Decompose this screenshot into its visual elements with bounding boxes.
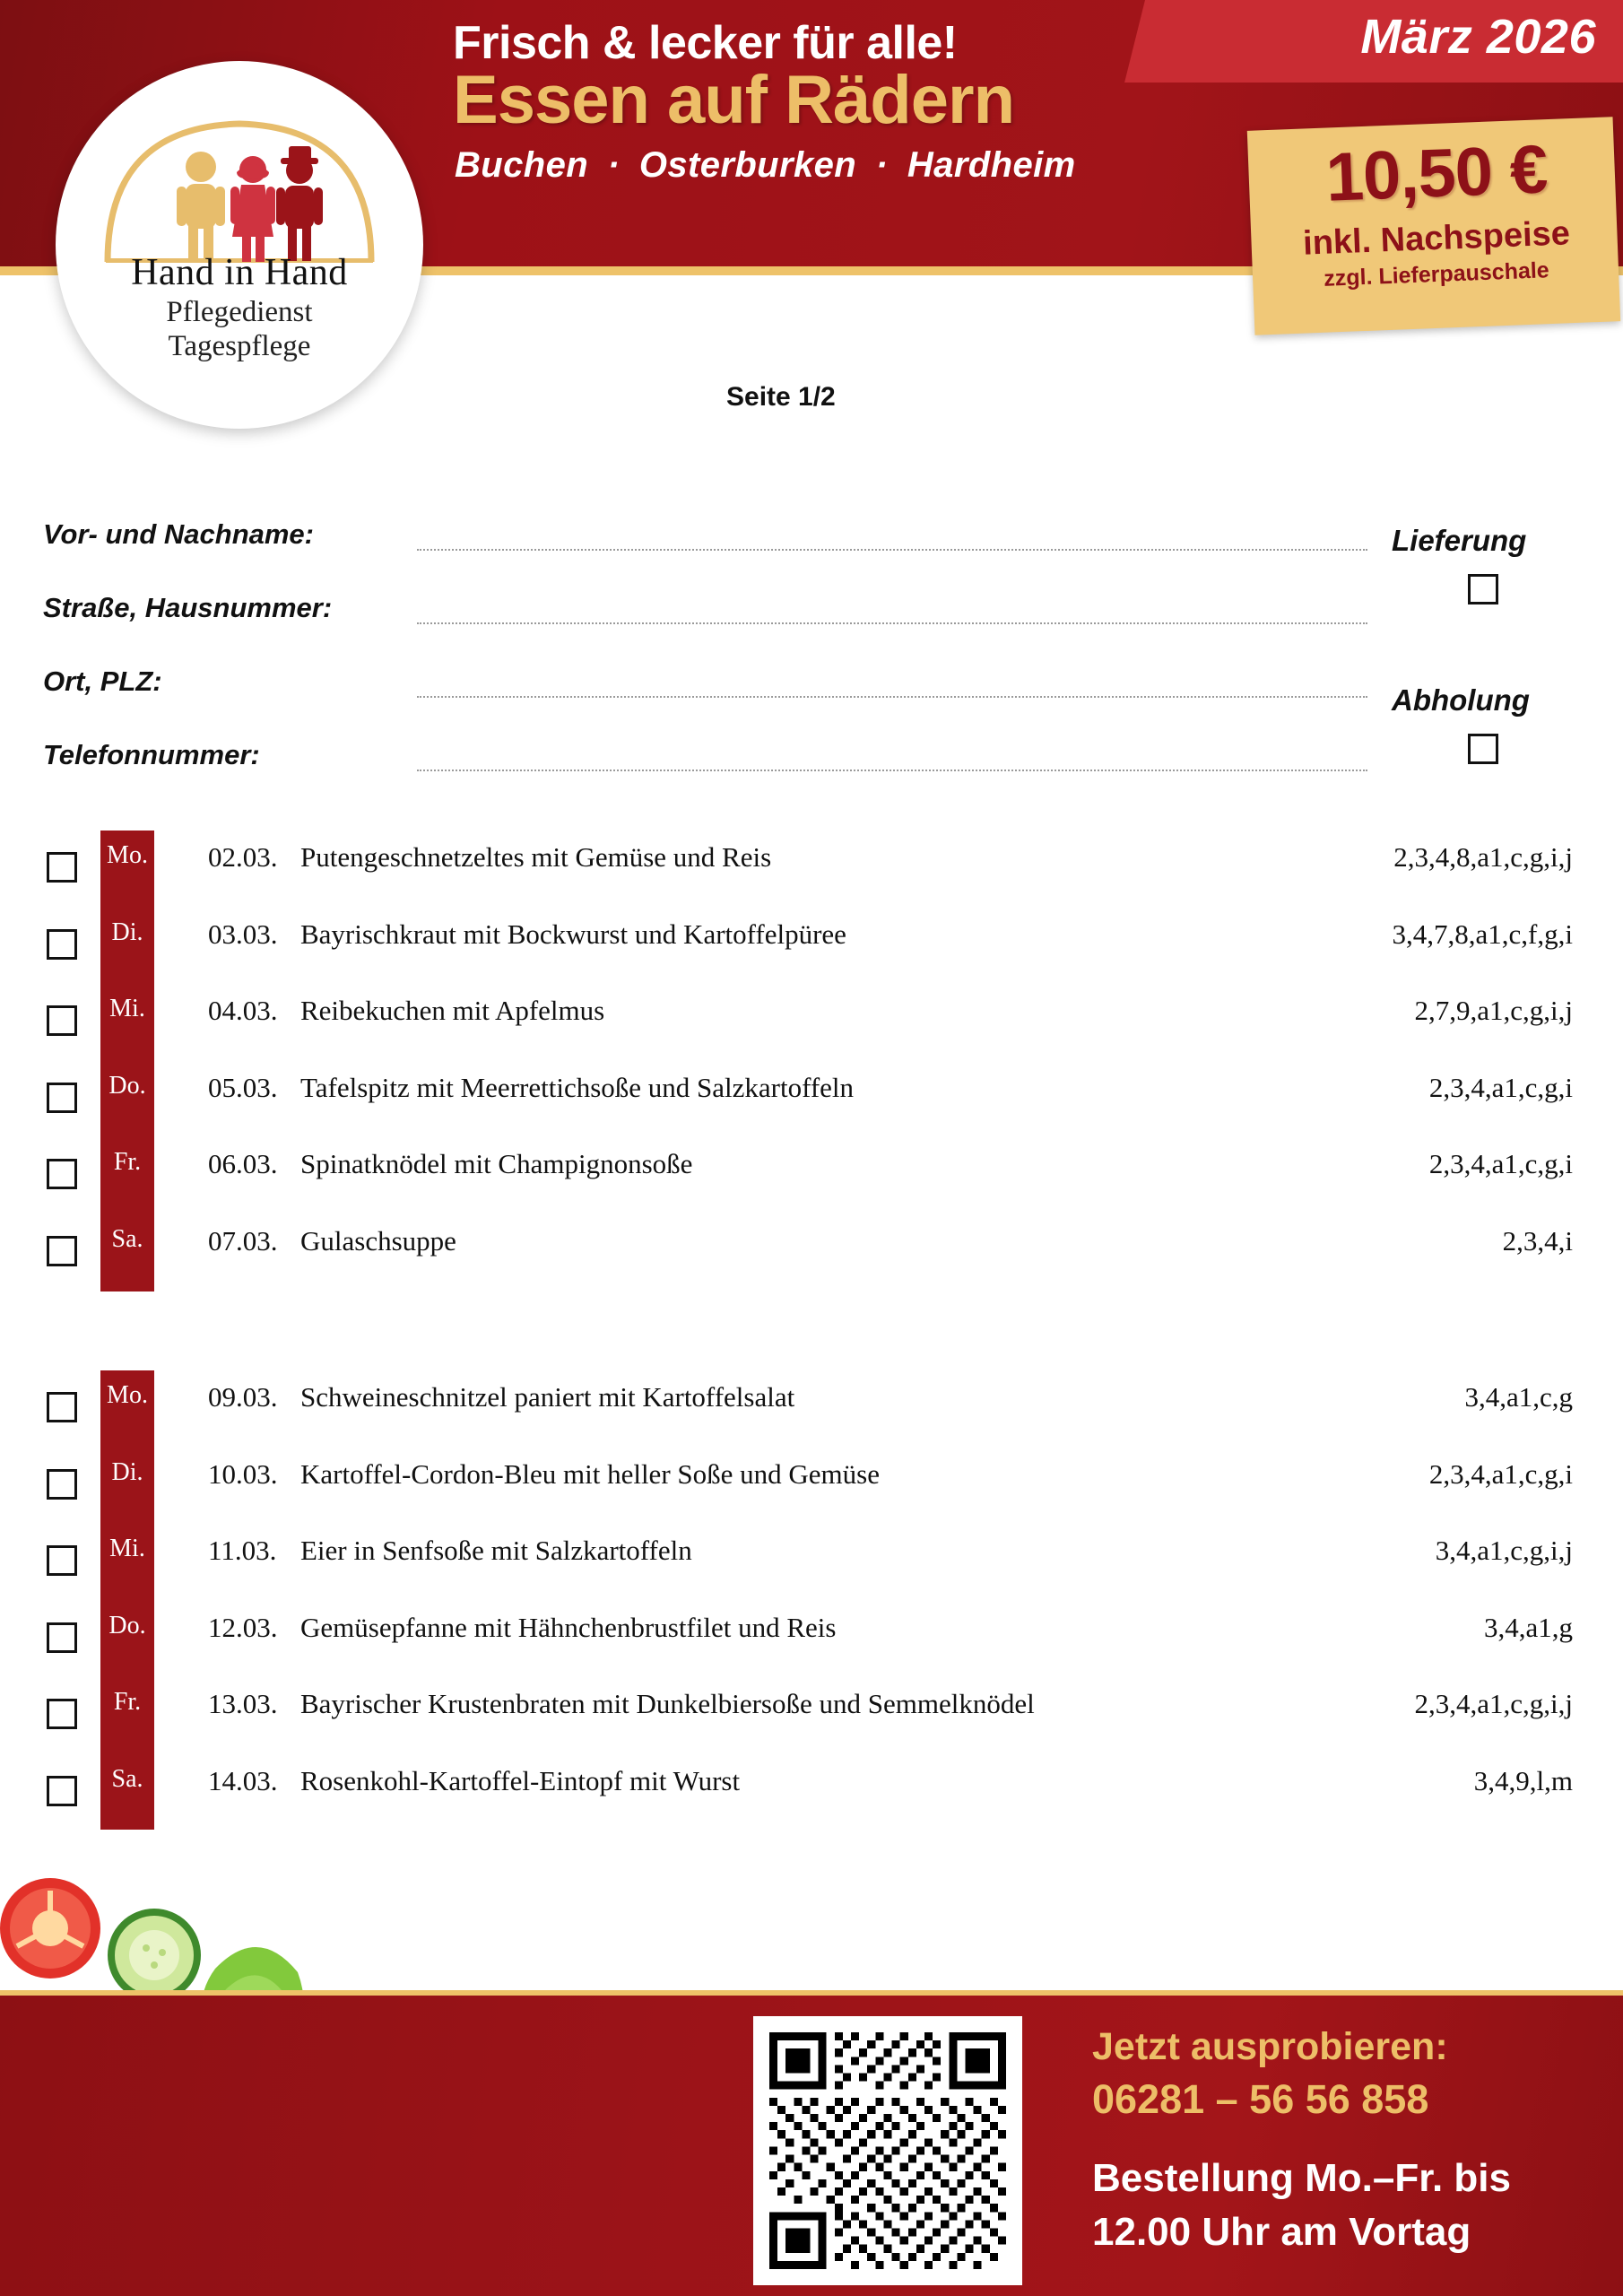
menu-row-checkbox[interactable] [47, 1159, 77, 1189]
menu-row-dish: Bayrischer Krustenbraten mit Dunkelbiersoße und Semmelknödel [300, 1688, 1035, 1719]
menu-row-allergens: 2,3,4,i [1502, 1224, 1573, 1257]
form-input-4[interactable] [417, 770, 1367, 771]
delivery-option-checkbox-2[interactable] [1468, 734, 1498, 764]
qr-code[interactable] [753, 2016, 1022, 2285]
menu-row-dish: Tafelspitz mit Meerrettichsoße und Salzkartoffeln [300, 1071, 855, 1103]
form-input-3[interactable] [417, 696, 1367, 698]
menu-row-dish: Reibekuchen mit Apfelmus [300, 995, 605, 1026]
menu-row-checkbox[interactable] [47, 1699, 77, 1729]
menu-row-allergens: 2,7,9,a1,c,g,i,j [1414, 995, 1573, 1026]
town-hardheim: Hardheim [907, 145, 1076, 185]
menu-row-allergens: 2,3,4,8,a1,c,g,i,j [1393, 841, 1573, 873]
menu-row[interactable] [0, 1677, 1623, 1754]
menu-row-weekday: Fr. [100, 1677, 154, 1754]
menu-row-checkbox[interactable] [47, 1622, 77, 1653]
menu-row-checkbox[interactable] [47, 1469, 77, 1500]
header-title: Essen auf Rädern [453, 62, 1014, 138]
menu-row-date: 13.03. [208, 1688, 278, 1719]
menu-row[interactable] [0, 984, 1623, 1061]
menu-row-allergens: 2,3,4,a1,c,g,i [1428, 1457, 1573, 1490]
form-label-4: Telefonnummer: [43, 739, 260, 770]
menu-row-dish: Eier in Senfsoße mit Salzkartoffeln [300, 1535, 692, 1566]
menu-row-weekday: Do. [100, 1601, 154, 1678]
menu-row[interactable] [0, 1524, 1623, 1601]
menu-row-dish: Bayrischkraut mit Bockwurst und Kartoffelpüree [300, 918, 846, 950]
menu-row-checkbox[interactable] [47, 852, 77, 883]
menu-row-allergens: 3,4,7,8,a1,c,f,g,i [1392, 918, 1573, 950]
price-includes: inkl. Nachspeise [1302, 214, 1571, 263]
delivery-option-label-2: Abholung [1392, 683, 1530, 717]
menu-row-checkbox[interactable] [47, 1236, 77, 1266]
menu-row-allergens: 3,4,a1,c,g [1464, 1381, 1573, 1413]
menu-row-weekday: Sa. [100, 1754, 154, 1831]
cta-try-label: Jetzt ausprobieren: [1092, 2025, 1448, 2068]
form-label-3: Ort, PLZ: [43, 665, 162, 697]
menu-row-weekday: Di. [100, 908, 154, 985]
logo-service-line-1: Pflegedienst [166, 296, 313, 328]
menu-row[interactable] [0, 1061, 1623, 1138]
menu-row-checkbox[interactable] [47, 1776, 77, 1806]
order-deadline-line-2: 12.00 Uhr am Vortag [1092, 2210, 1471, 2254]
menu-row[interactable] [0, 1448, 1623, 1525]
menu-row-allergens: 3,4,a1,g [1483, 1611, 1573, 1643]
price-amount: 10,50 € [1324, 131, 1549, 216]
menu-row[interactable] [0, 1601, 1623, 1678]
menu-row-checkbox[interactable] [47, 929, 77, 960]
menu-row-dish: Kartoffel-Cordon-Bleu mit heller Soße und Gemüse [300, 1457, 880, 1490]
menu-row-date: 11.03. [208, 1535, 277, 1566]
menu-row-dish: Spinatknödel mit Champignonsoße [300, 1148, 693, 1179]
menu-row-checkbox[interactable] [47, 1083, 77, 1113]
menu-row-weekday: Mo. [100, 1370, 154, 1448]
menu-row-weekday: Mi. [100, 1524, 154, 1601]
price-surcharge: zzgl. Lieferpauschale [1323, 257, 1550, 291]
page-number-label: Seite 1/2 [726, 382, 836, 412]
town-osterburken: Osterburken [638, 145, 857, 185]
town-separator-2: · [875, 145, 889, 185]
menu-row-dish: Putengeschnetzeltes mit Gemüse und Reis [300, 841, 772, 873]
menu-row-weekday: Do. [100, 1061, 154, 1138]
form-label-2: Straße, Hausnummer: [43, 592, 333, 623]
menu-row-checkbox[interactable] [47, 1545, 77, 1576]
menu-row-dish: Rosenkohl-Kartoffel-Eintopf mit Wurst [300, 1764, 741, 1796]
delivery-option-checkbox-1[interactable] [1468, 574, 1498, 604]
menu-row[interactable] [0, 908, 1623, 985]
menu-row-allergens: 2,3,4,a1,c,g,i [1428, 1148, 1573, 1179]
menu-row-date: 03.03. [208, 918, 278, 950]
menu-row-date: 02.03. [208, 841, 278, 873]
menu-row[interactable] [0, 1214, 1623, 1292]
menu-row-weekday: Mo. [100, 831, 154, 908]
menu-row-date: 05.03. [208, 1071, 278, 1103]
logo-company-name: Hand in Hand [131, 252, 348, 293]
menu-row-date: 09.03. [208, 1381, 278, 1413]
menu-row[interactable] [0, 831, 1623, 908]
company-logo [56, 61, 423, 429]
menu-row-allergens: 3,4,9,l,m [1473, 1764, 1573, 1796]
menu-row-date: 04.03. [208, 995, 278, 1026]
menu-row-date: 07.03. [208, 1224, 278, 1257]
logo-family-icon [100, 104, 378, 265]
menu-row-date: 14.03. [208, 1764, 278, 1796]
town-buchen: Buchen [455, 145, 589, 185]
menu-row-allergens: 3,4,a1,c,g,i,j [1435, 1535, 1573, 1566]
delivery-option-label-1: Lieferung [1392, 524, 1527, 557]
menu-row[interactable] [0, 1370, 1623, 1448]
menu-row-weekday: Di. [100, 1448, 154, 1525]
menu-row-date: 12.03. [208, 1611, 278, 1643]
qr-code-image [769, 2032, 1006, 2269]
menu-row[interactable] [0, 1137, 1623, 1214]
form-input-2[interactable] [417, 622, 1367, 624]
menu-row-allergens: 2,3,4,a1,c,g,i,j [1414, 1688, 1573, 1719]
menu-row-weekday: Sa. [100, 1214, 154, 1292]
header-towns [455, 145, 1076, 186]
menu-row[interactable] [0, 1754, 1623, 1831]
town-separator-1: · [607, 145, 621, 185]
menu-row-weekday: Fr. [100, 1137, 154, 1214]
menu-row-date: 06.03. [208, 1148, 278, 1179]
header-tagline: Frisch & lecker für alle! [453, 17, 958, 69]
menu-row-dish: Gemüsepfanne mit Hähnchenbrustfilet und Reis [300, 1611, 837, 1643]
menu-row-date: 10.03. [208, 1457, 278, 1490]
logo-service-line-2: Tagespflege [168, 330, 311, 362]
menu-row-checkbox[interactable] [47, 1005, 77, 1036]
form-label-1: Vor- und Nachname: [43, 518, 314, 550]
menu-row-checkbox[interactable] [47, 1392, 77, 1422]
cta-phone-number[interactable]: 06281 – 56 56 858 [1092, 2076, 1429, 2122]
order-deadline-line-1: Bestellung Mo.–Fr. bis [1092, 2156, 1511, 2200]
month-label: März 2026 [1360, 10, 1596, 64]
form-input-1[interactable] [417, 549, 1367, 551]
menu-row-allergens: 2,3,4,a1,c,g,i [1428, 1071, 1573, 1103]
menu-row-weekday: Mi. [100, 984, 154, 1061]
menu-row-dish: Gulaschsuppe [300, 1224, 456, 1257]
menu-row-dish: Schweineschnitzel paniert mit Kartoffelsalat [300, 1381, 795, 1413]
